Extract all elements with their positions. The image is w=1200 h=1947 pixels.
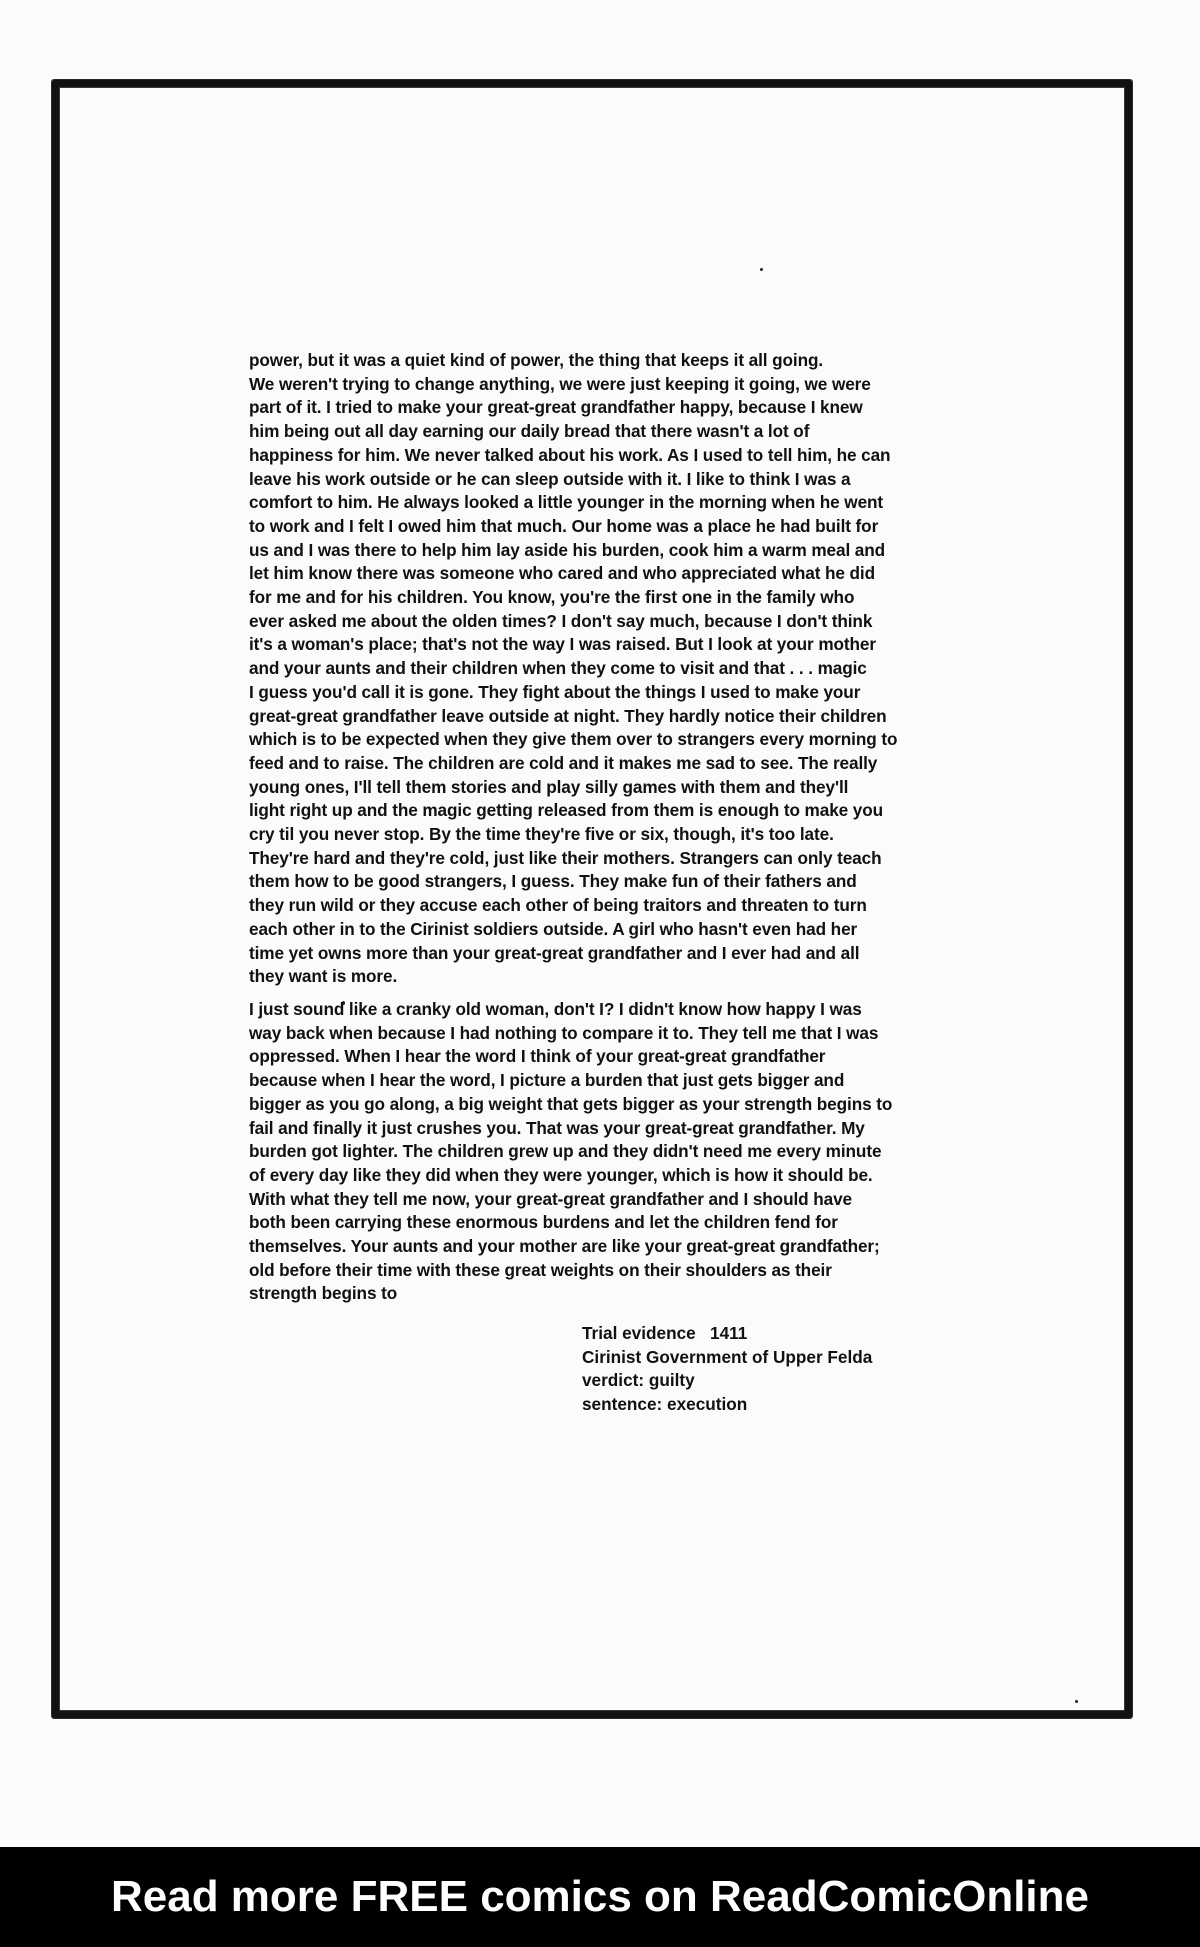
evidence-government: Cirinist Government of Upper Felda	[582, 1346, 873, 1367]
promo-banner[interactable]	[0, 1847, 1200, 1947]
letter-paragraph-1: power, but it was a quiet kind of power, the thing that keeps it all going. We weren't trying to change anything, we were just keeping it going, we were part of it. I tried to make your great-great grandfather happy, because I knew him being out all day earning our daily bread that there wasn't a lot of happiness for him. We never talked about his work. As I used to tell him, he can leave his work outside or he can sleep outside with it. I like to think I was a comfort to him. He always looked a little younger in the morning when he went to work and I felt I owed him that much. Our home was a place he had built for us and I was there to help him lay aside his burden, cook him a warm meal and let him know there was someone who cared and who appreciated what he did for me and for his children. You know, you're the first one in the family who ever asked me about the olden times? I don't say much, because I don't think it's a woman's place; that's not the way I was raised. But I look at your mother and your aunts and their children when they come to visit and that . . . magic I guess you'd call it is gone. They fight about the things I used to make your great-great grandfather leave outside at night. They hardly notice their children which is to be expected when they give them over to strangers every morning to feed and to raise. The children are cold and it makes me sad to see. The really young ones, I'll tell them stories and play silly games with them and they'll light right up and the magic getting released from them is enough to make you cry til you never stop. By the time they're five or six, though, it's too late. They're hard and they're cold, just like their mothers. Strangers can only teach them how to be good strangers, I guess. They make fun of their fathers and they run wild or they accuse each other of being traitors and threaten to turn each other in to the Cirinist soldiers outside. A girl who hasn't even had her time yet owns more than your great-great grandfather and I ever had and all they want is more.	[249, 350, 898, 987]
scan-speck	[1075, 1700, 1078, 1703]
trial-evidence-block	[582, 1322, 872, 1416]
evidence-number: Trial evidence 1411	[582, 1323, 748, 1343]
letter-paragraph-2: I just sound like a cranky old woman, don't I? I didn't know how happy I was way back when because I had nothing to compare it to. They tell me that I was oppressed. When I hear the word I think of your great-great grandfather because when I hear the word, I picture a burden that just gets bigger and bigger as you go along, a big weight that gets bigger as your strength begins to fail and finally it just crushes you. That was your great-great grandfather. My burden got lighter. The children grew up and they didn't need me every minute of every day like they did when they were younger, which is how it should be. With what they tell me now, your great-great grandfather and I should have both been carrying these enormous burdens and let the children fend for themselves. Your aunts and your mother are like your great-great grandfather; old before their time with these great weights on their shoulders as their strength begins to	[249, 998, 893, 1304]
letter-text	[249, 349, 965, 1306]
promo-banner-text[interactable]: Read more FREE comics on ReadComicOnline	[110, 1872, 1089, 1921]
scan-speck	[760, 268, 763, 271]
evidence-verdict: verdict: guilty	[582, 1370, 695, 1390]
evidence-sentence: sentence: execution	[582, 1393, 748, 1414]
